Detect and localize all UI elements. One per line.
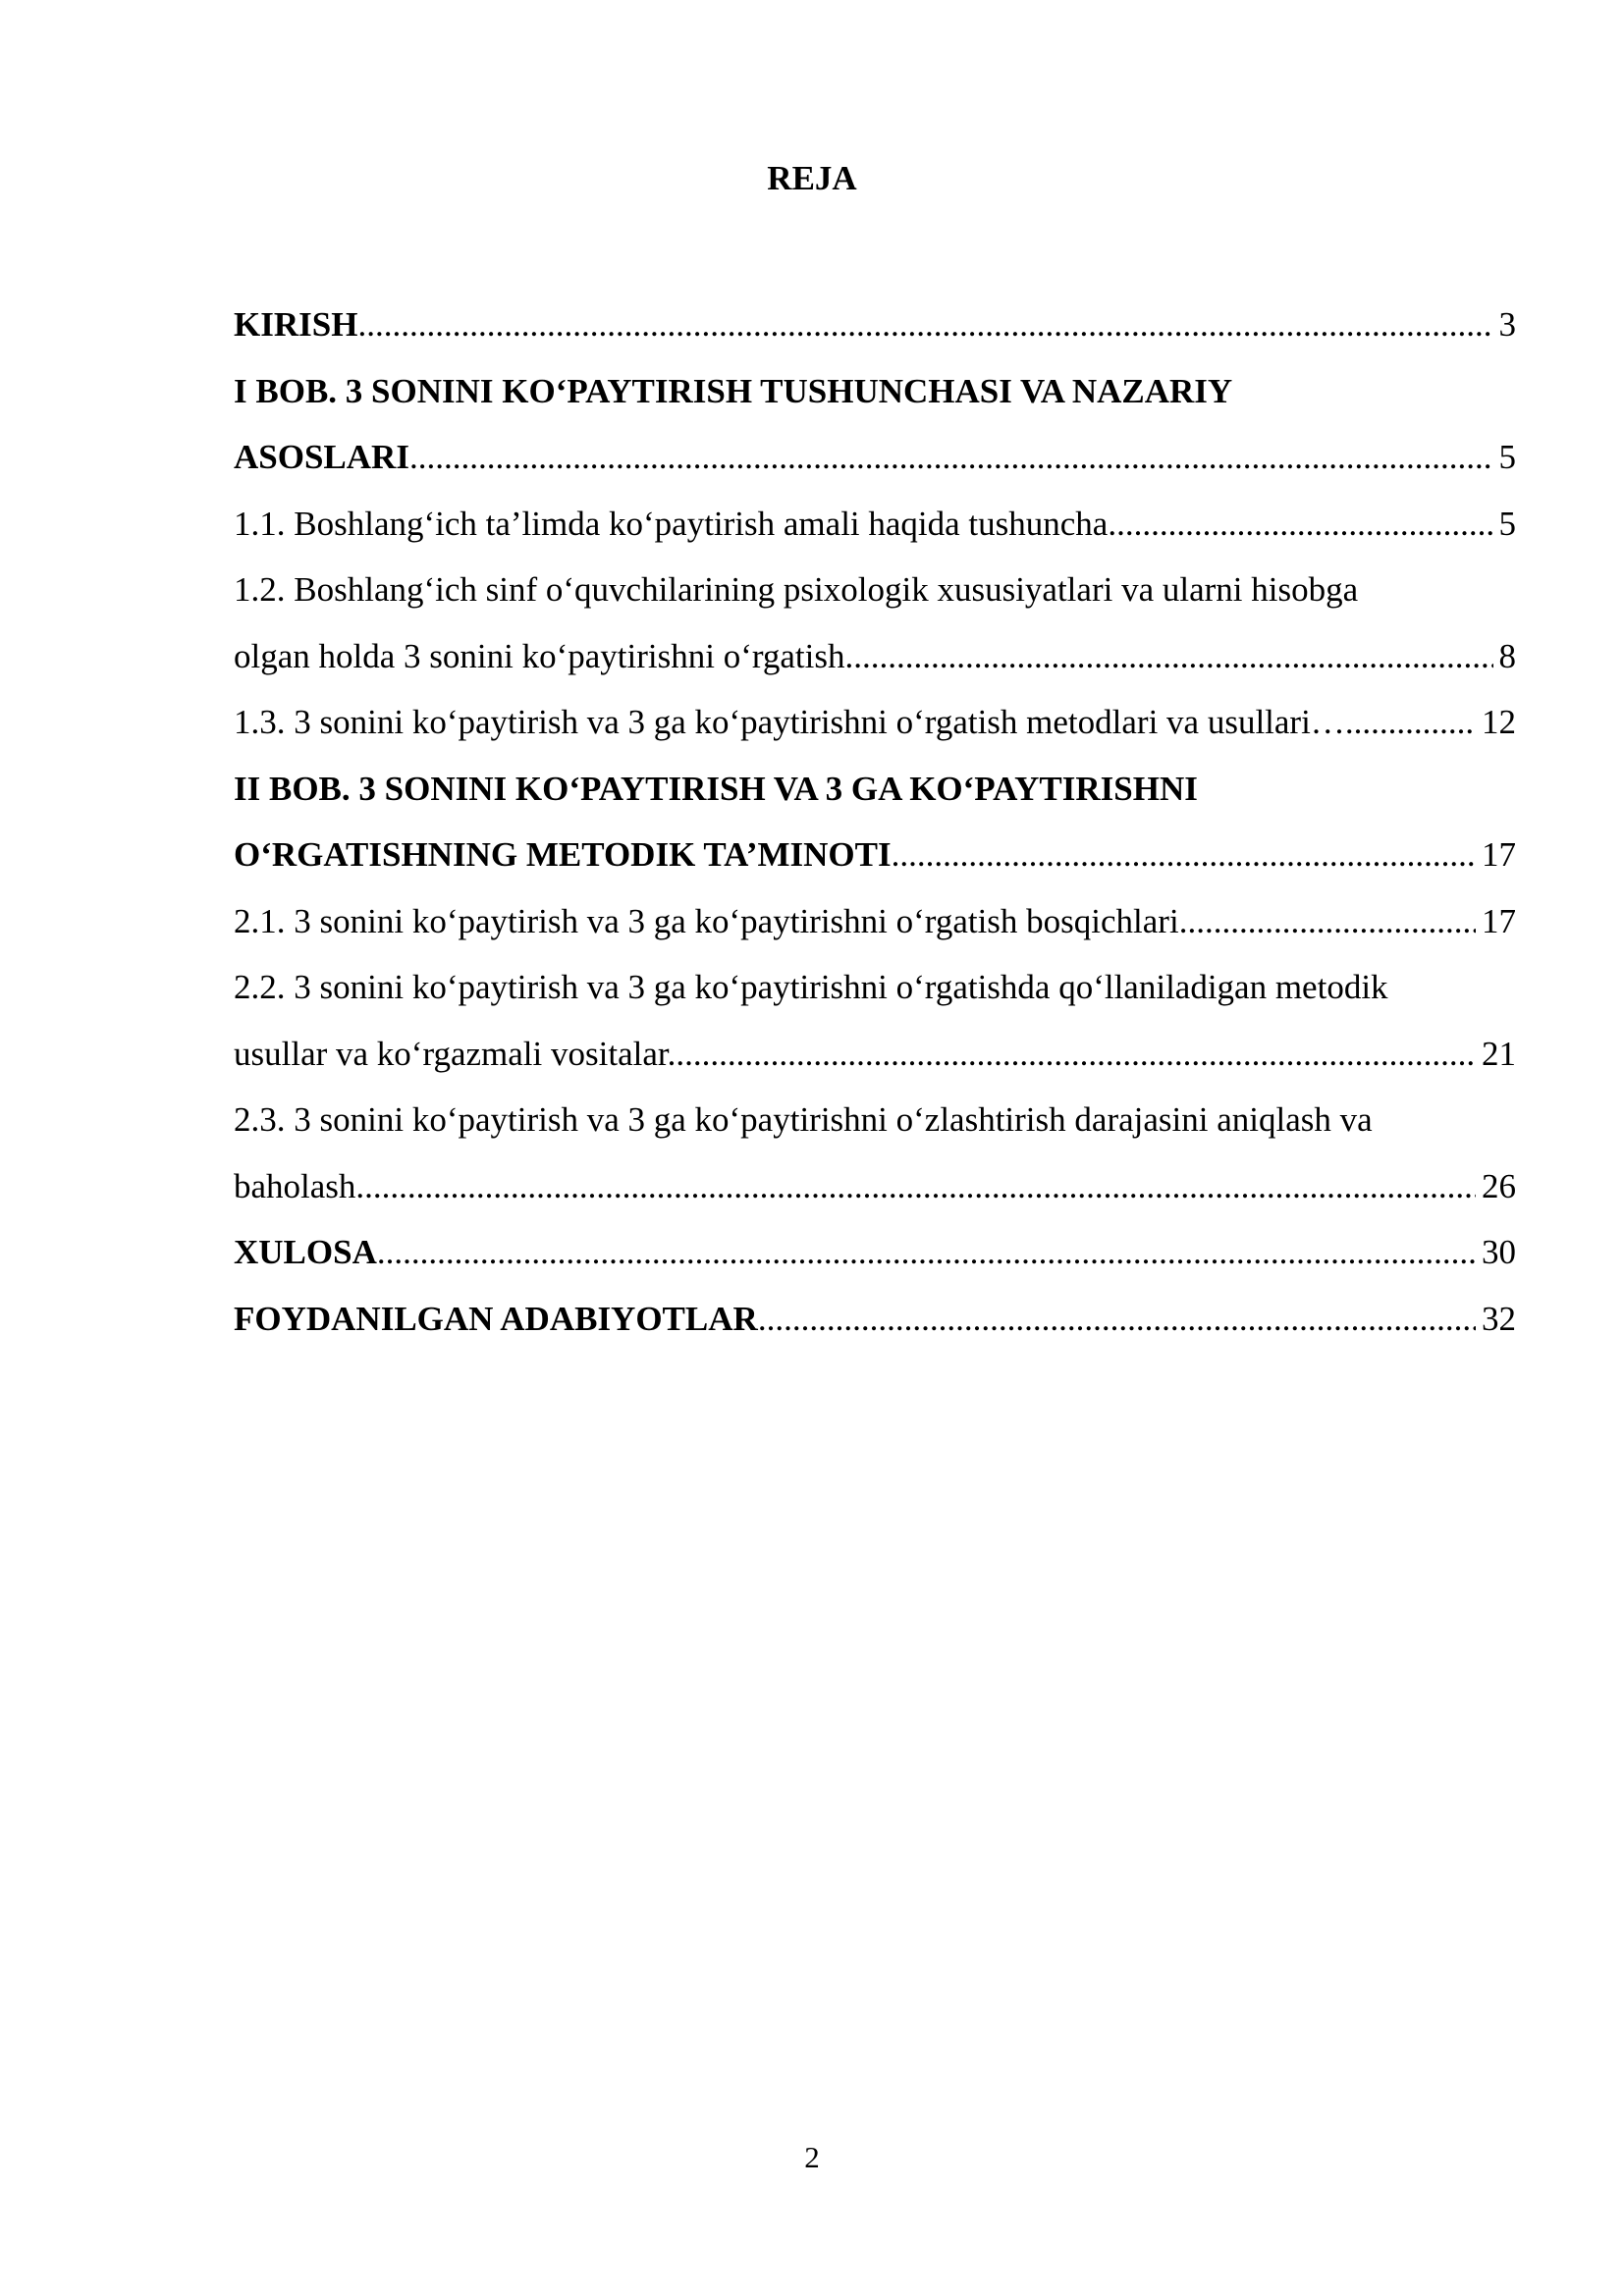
toc-entry-bob1-line1[interactable]: I BOB. 3 SONINI KO‘PAYTIRISH TUSHUNCHASI VA NAZARIY (234, 371, 1233, 410)
toc-entry-label: 1.1. Boshlang‘ich ta’limda ko‘paytirish amali haqida tushuncha. (234, 504, 1117, 543)
toc-entry-1-2[interactable] (234, 623, 1516, 690)
toc-page-number: 26 (1482, 1166, 1516, 1205)
toc-entry-label: olgan holda 3 sonini ko‘paytirishni o‘rgatish. (234, 636, 854, 675)
toc-entry-1-3[interactable] (234, 689, 1516, 756)
toc-entry-kirish[interactable] (234, 292, 1516, 358)
toc-page-number: 8 (1498, 636, 1516, 675)
dot-leader (357, 292, 1492, 358)
dot-leader (1116, 491, 1492, 558)
toc-page-number: 17 (1482, 835, 1516, 874)
toc-entry-2-1[interactable] (234, 888, 1516, 955)
toc-page-number: 12 (1482, 703, 1516, 741)
toc-entry-label: 1.3. 3 sonini ko‘paytirish va 3 ga ko‘paytirishni o‘rgatish metodlari va usullari… (234, 703, 1345, 741)
toc-entry-2-2-line1[interactable]: 2.2. 3 sonini ko‘paytirish va 3 ga ko‘paytirishni o‘rgatishda qo‘llaniladigan metodik (234, 968, 1388, 1006)
toc-entry-label: KIRISH (234, 305, 358, 344)
dot-leader (377, 1219, 1476, 1286)
toc-entry-bob2-line1[interactable]: II BOB. 3 SONINI KO‘PAYTIRISH VA 3 GA KO‘PAYTIRISHNI (234, 769, 1198, 808)
dot-leader (758, 1286, 1476, 1353)
toc-entry-label: baholash. (234, 1166, 365, 1205)
toc-entry-2-3-line1[interactable]: 2.3. 3 sonini ko‘paytirish va 3 ga ko‘paytirishni o‘zlashtirish darajasini aniqlash va (234, 1100, 1373, 1139)
dot-leader (364, 1153, 1476, 1220)
toc-entry-bob2[interactable] (234, 822, 1516, 888)
table-of-contents (234, 292, 1516, 1352)
toc-entry-label: XULOSA (234, 1233, 377, 1271)
toc-page-number: 5 (1498, 438, 1516, 476)
dot-leader (409, 424, 1493, 491)
toc-page-number: 3 (1498, 305, 1516, 344)
toc-entry-adabiyotlar[interactable] (234, 1286, 1516, 1353)
toc-page-number: 17 (1482, 901, 1516, 940)
toc-entry-label: O‘RGATISHNING METODIK TA’MINOTI (234, 835, 892, 874)
toc-entry-2-2[interactable] (234, 1021, 1516, 1088)
toc-entry-xulosa[interactable] (234, 1219, 1516, 1286)
toc-entry-1-1[interactable] (234, 491, 1516, 558)
toc-entry-bob1[interactable] (234, 424, 1516, 491)
dot-leader (1345, 689, 1476, 756)
page-title: REJA (767, 159, 857, 197)
toc-page-number: 30 (1482, 1233, 1516, 1271)
dot-leader (853, 623, 1492, 690)
toc-entry-label: ASOSLARI (234, 438, 409, 476)
dot-leader (676, 1021, 1476, 1088)
toc-entry-label: 2.1. 3 sonini ko‘paytirish va 3 ga ko‘paytirishni o‘rgatish bosqichlari. (234, 901, 1188, 940)
toc-entry-label: FOYDANILGAN ADABIYOTLAR (234, 1299, 758, 1338)
toc-page-number: 21 (1482, 1034, 1516, 1073)
page-number: 2 (804, 2140, 820, 2174)
dot-leader (1187, 888, 1476, 955)
toc-entry-2-3[interactable] (234, 1153, 1516, 1220)
toc-entry-1-2-line1[interactable]: 1.2. Boshlang‘ich sinf o‘quvchilarining psixologik xususiyatlari va ularni hisobga (234, 570, 1359, 609)
dot-leader (892, 822, 1476, 888)
toc-entry-label: usullar va ko‘rgazmali vositalar. (234, 1034, 677, 1073)
toc-page-number: 32 (1482, 1299, 1516, 1338)
toc-page-number: 5 (1498, 504, 1516, 543)
